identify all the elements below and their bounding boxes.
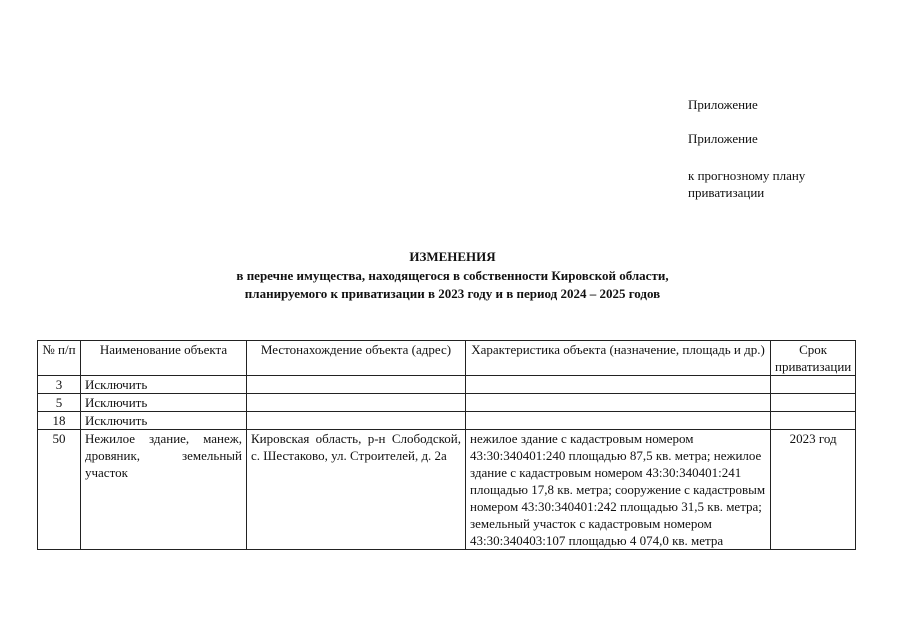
document-subtitle-line-1: в перечне имущества, находящегося в собственности Кировской области,: [236, 268, 669, 283]
cell-num: 3: [38, 376, 81, 394]
cell-characteristic: [466, 394, 771, 412]
table-row: [38, 394, 856, 412]
header-location: Местонахождение объекта (адрес): [247, 341, 466, 376]
appendix-label-1: Приложение: [688, 97, 758, 112]
cell-num: 5: [38, 394, 81, 412]
document-subtitle-line-2: планируемого к приватизации в 2023 году и в период 2024 – 2025 годов: [244, 286, 661, 301]
cell-term: [771, 376, 856, 394]
appendix-reference: к прогнозному плану приватизации: [688, 168, 806, 200]
cell-name: Исключить: [81, 376, 247, 394]
table-row: [38, 412, 856, 430]
document-title: ИЗМЕНЕНИЯ: [409, 249, 496, 264]
cell-location: [247, 376, 466, 394]
table-row: [38, 376, 856, 394]
header-name: Наименование объекта: [81, 341, 247, 376]
header-num: № п/п: [38, 341, 81, 376]
table-header-row: [38, 341, 856, 376]
cell-term: [771, 394, 856, 412]
cell-location: [247, 412, 466, 430]
header-characteristic: Характеристика объекта (назначение, площадь и др.): [466, 341, 771, 376]
cell-location: [247, 394, 466, 412]
cell-num: 18: [38, 412, 81, 430]
table-row: [38, 430, 856, 550]
cell-name: Исключить: [81, 412, 247, 430]
cell-term: [771, 412, 856, 430]
cell-num: 50: [38, 430, 81, 550]
cell-location: Кировская область, р-н Слободской, с. Шестаково, ул. Строителей, д. 2а: [247, 430, 466, 550]
changes-table: [37, 340, 856, 550]
cell-term: 2023 год: [771, 430, 856, 550]
cell-name: Нежилое здание, манеж, дровяник, земельный участок: [81, 430, 247, 550]
header-term: Срок приватизации: [771, 341, 856, 376]
cell-characteristic: нежилое здание с кадастровым номером 43:30:340401:240 площадью 87,5 кв. метра; нежилое здание с кадастровым номером 43:30:340401:241 площадью 17,8 кв. метра; сооружение с кадастровым номером 43:30:340401:242 площадью 31,5 кв. метра; земельный участок с кадастровым номером 43:30:340403:107 площадью 4 074,0 кв. метра: [466, 430, 771, 550]
cell-name: Исключить: [81, 394, 247, 412]
cell-characteristic: [466, 412, 771, 430]
appendix-label-2: Приложение: [688, 131, 758, 146]
cell-characteristic: [466, 376, 771, 394]
